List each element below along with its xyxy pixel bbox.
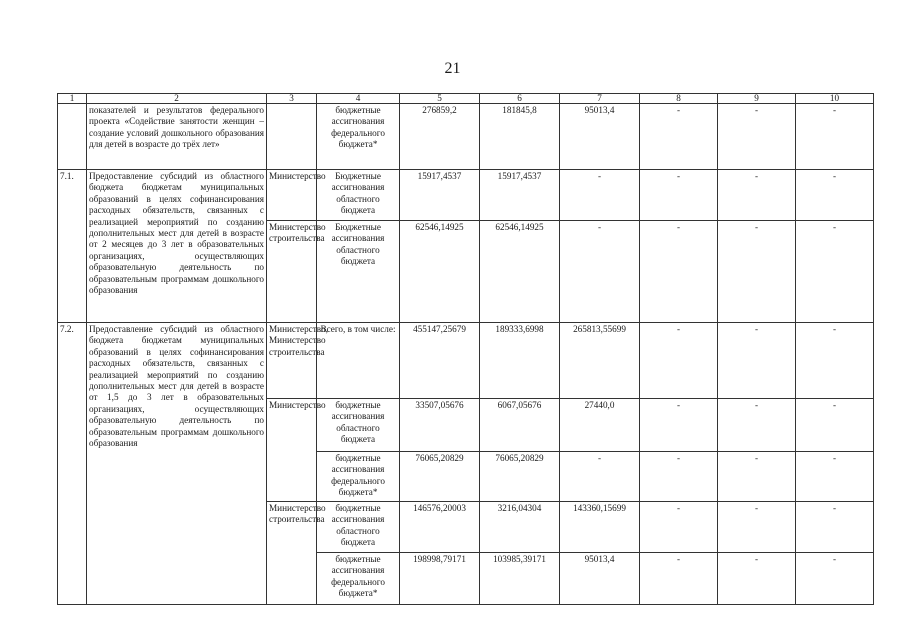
- value-col5: 146576,20003: [400, 502, 480, 553]
- value-col10: -: [796, 399, 874, 452]
- value-col7: 95013,4: [560, 553, 640, 605]
- value-col9: -: [718, 553, 796, 605]
- event-description: Предоставление субсидий из областного бюджета бюджетам муниципальных образований в целях софинансирования расходных обязательств, связанных с реализацией мероприятий по созданию дополнительных мест для детей в возрасте от 1,5 до 3 лет в образовательных организациях, осуществляющих образовательную деятельность по образовательным программам дошкольного образования: [87, 323, 267, 605]
- value-col6: 6067,05676: [480, 399, 560, 452]
- value-col7: 27440,0: [560, 399, 640, 452]
- funding-source: бюджетные ассигнования областного бюджета: [317, 502, 400, 553]
- value-col10: -: [796, 221, 874, 323]
- funding-source: Всего, в том числе:: [317, 323, 400, 399]
- value-col6: 62546,14925: [480, 221, 560, 323]
- funding-source: бюджетные ассигнования областного бюджета: [317, 399, 400, 452]
- funding-source: Бюджетные ассигнования областного бюджета: [317, 221, 400, 323]
- value-col7: -: [560, 170, 640, 221]
- value-col6: 15917,4537: [480, 170, 560, 221]
- value-col6: 189333,6998: [480, 323, 560, 399]
- value-col9: -: [718, 399, 796, 452]
- header-cell: 1: [58, 94, 87, 104]
- value-col10: -: [796, 104, 874, 170]
- value-col6: 103985,39171: [480, 553, 560, 605]
- value-col5: 198998,79171: [400, 553, 480, 605]
- value-col9: -: [718, 323, 796, 399]
- executor-cell: Министерство, Министерство строительства: [267, 323, 317, 399]
- value-col8: -: [640, 452, 718, 502]
- value-col8: -: [640, 502, 718, 553]
- row-number-cell: [58, 104, 87, 170]
- value-col7: 143360,15699: [560, 502, 640, 553]
- row-number-cell: 7.2.: [58, 323, 87, 605]
- executor-cell: Министерство строительства: [267, 502, 317, 605]
- value-col6: 3216,04304: [480, 502, 560, 553]
- funding-source: Бюджетные ассигнования областного бюджета: [317, 170, 400, 221]
- value-col7: -: [560, 452, 640, 502]
- header-cell: 10: [796, 94, 874, 104]
- table-row: [58, 104, 874, 170]
- value-col6: 181845,8: [480, 104, 560, 170]
- funding-source: бюджетные ассигнования федерального бюджета*: [317, 104, 400, 170]
- value-col5: 62546,14925: [400, 221, 480, 323]
- header-cell: 6: [480, 94, 560, 104]
- budget-table: [57, 93, 874, 605]
- value-col9: -: [718, 221, 796, 323]
- value-col5: 76065,20829: [400, 452, 480, 502]
- value-col8: -: [640, 170, 718, 221]
- page-number: 21: [444, 60, 461, 77]
- value-col7: -: [560, 221, 640, 323]
- funding-source: бюджетные ассигнования федерального бюджета*: [317, 452, 400, 502]
- event-description: показателей и результатов федерального проекта «Содействие занятости женщин – создание условий дошкольного образования для детей в возрасте до трёх лет»: [87, 104, 267, 170]
- value-col10: -: [796, 170, 874, 221]
- value-col8: -: [640, 221, 718, 323]
- value-col8: -: [640, 104, 718, 170]
- header-cell: 2: [87, 94, 267, 104]
- value-col5: 15917,4537: [400, 170, 480, 221]
- value-col8: -: [640, 399, 718, 452]
- header-cell: 5: [400, 94, 480, 104]
- value-col10: -: [796, 502, 874, 553]
- executor-cell: Министерство: [267, 399, 317, 502]
- value-col10: -: [796, 452, 874, 502]
- header-row: [58, 94, 874, 104]
- row-number-cell: 7.1.: [58, 170, 87, 323]
- executor-cell: [267, 104, 317, 170]
- value-col10: -: [796, 553, 874, 605]
- value-col5: 455147,25679: [400, 323, 480, 399]
- executor-cell: Министерство строительства: [267, 221, 317, 323]
- header-cell: 9: [718, 94, 796, 104]
- value-col8: -: [640, 553, 718, 605]
- header-cell: 3: [267, 94, 317, 104]
- value-col10: -: [796, 323, 874, 399]
- value-col7: 95013,4: [560, 104, 640, 170]
- value-col9: -: [718, 170, 796, 221]
- event-description: Предоставление субсидий из областного бюджета бюджетам муниципальных образований в целях софинансирования расходных обязательств, связанных с реализацией мероприятий по созданию дополнительных мест для детей в возрасте от 2 месяцев до 3 лет в образовательных организациях, осуществляющих образовательную деятельность по образовательным программам дошкольного образования: [87, 170, 267, 323]
- value-col8: -: [640, 323, 718, 399]
- header-cell: 8: [640, 94, 718, 104]
- value-col7: 265813,55699: [560, 323, 640, 399]
- value-col6: 76065,20829: [480, 452, 560, 502]
- value-col5: 33507,05676: [400, 399, 480, 452]
- table-row: [58, 323, 874, 399]
- value-col9: -: [718, 452, 796, 502]
- value-col9: -: [718, 502, 796, 553]
- table-row: [58, 170, 874, 221]
- value-col9: -: [718, 104, 796, 170]
- header-cell: 4: [317, 94, 400, 104]
- funding-source: бюджетные ассигнования федерального бюджета*: [317, 553, 400, 605]
- executor-cell: Министерство: [267, 170, 317, 221]
- header-cell: 7: [560, 94, 640, 104]
- value-col5: 276859,2: [400, 104, 480, 170]
